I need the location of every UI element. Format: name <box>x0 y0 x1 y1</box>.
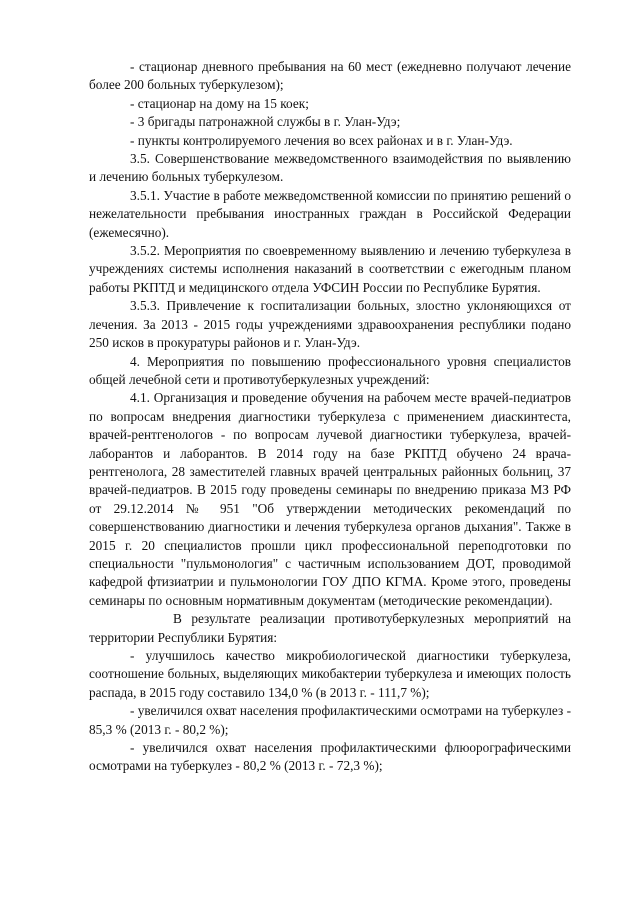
paragraph-result-screening: - увеличился охват населения профилактическими осмотрами на туберкулез - 85,3 % (2013 г. - 80,2 %); <box>89 703 571 737</box>
paragraph-results-intro: В результате реализации противотуберкулезных мероприятий на территории Республики Бурятия: <box>89 611 571 645</box>
paragraph-result-fluorography: - увеличился охват населения профилактическими флюорографическими осмотрами на туберкулез - 80,2 % (2013 г. - 72,3 %); <box>89 740 571 774</box>
document-page <box>89 58 571 776</box>
paragraph-section-4-1: 4.1. Организация и проведение обучения на рабочем месте врачей-педиатров по вопросам внедрения диагностики туберкулеза с применением диаскинтеста, врачей-рентгенологов - по вопросам лучевой диагностики туберкулеза, врачей-лаборантов и лаборантов. В 2014 году на базе РКПТД обучено 24 врача-рентгенолога, 28 заместителей главных врачей центральных районных больниц, 37 врачей-педиатров. В 2015 году проведены семинары по внедрению приказа МЗ РФ от 29.12.2014 № 951 "Об утверждении методических рекомендаций по совершенствованию диагностики и лечения туберкулеза органов дыхания". Также в 2015 г. 20 специалистов прошли цикл профессиональной переподготовки по специальности "пульмонология" с частичным использованием ДОТ, проводимой кафедрой фтизиатрии и пульмонологии ГОУ ДПО КГМА. Кроме этого, проведены семинары по основным нормативным документам (методические рекомендации). <box>89 390 571 608</box>
paragraph-section-3-5-1: 3.5.1. Участие в работе межведомственной комиссии по принятию решений о нежелательности пребывания иностранных граждан в Российской Федерации (ежемесячно). <box>89 187 571 240</box>
paragraph-patronage-teams: - 3 бригады патронажной службы в г. Улан-Удэ; <box>130 114 401 130</box>
paragraph-day-hospital: - стационар дневного пребывания на 60 мест (ежедневно получают лечение более 200 больных туберкулезом); <box>89 59 571 93</box>
paragraph-controlled-treatment: - пункты контролируемого лечения во всех районах и в г. Улан-Удэ. <box>130 132 513 148</box>
paragraph-section-3-5-3: 3.5.3. Привлечение к госпитализации больных, злостно уклоняющихся от лечения. За 2013 - 2015 годы учреждениями здравоохранения республики подано 250 исков в прокуратуры районов и г. Улан-Удэ. <box>89 298 571 351</box>
paragraph-section-3-5: 3.5. Совершенствование межведомственного взаимодействия по выявлению и лечению больных туберкулезом. <box>89 151 571 185</box>
paragraph-home-hospital: - стационар на дому на 15 коек; <box>130 95 309 111</box>
paragraph-section-4: 4. Мероприятия по повышению профессионального уровня специалистов общей лечебной сети и противотуберкулезных учреждений: <box>89 353 571 387</box>
paragraph-result-microbiology: - улучшилось качество микробиологической диагностики туберкулеза, соотношение больных, выделяющих микобактерии туберкулеза и имеющих полость распада, в 2015 году составило 134,0 % (в 2013 г. - 111,7 %); <box>89 648 571 700</box>
paragraph-section-3-5-2: 3.5.2. Мероприятия по своевременному выявлению и лечению туберкулеза в учреждениях системы исполнения наказаний в соответствии с ежегодным планом работы РКПТД и медицинского отдела УФСИН России по Республике Бурятия. <box>89 243 571 295</box>
